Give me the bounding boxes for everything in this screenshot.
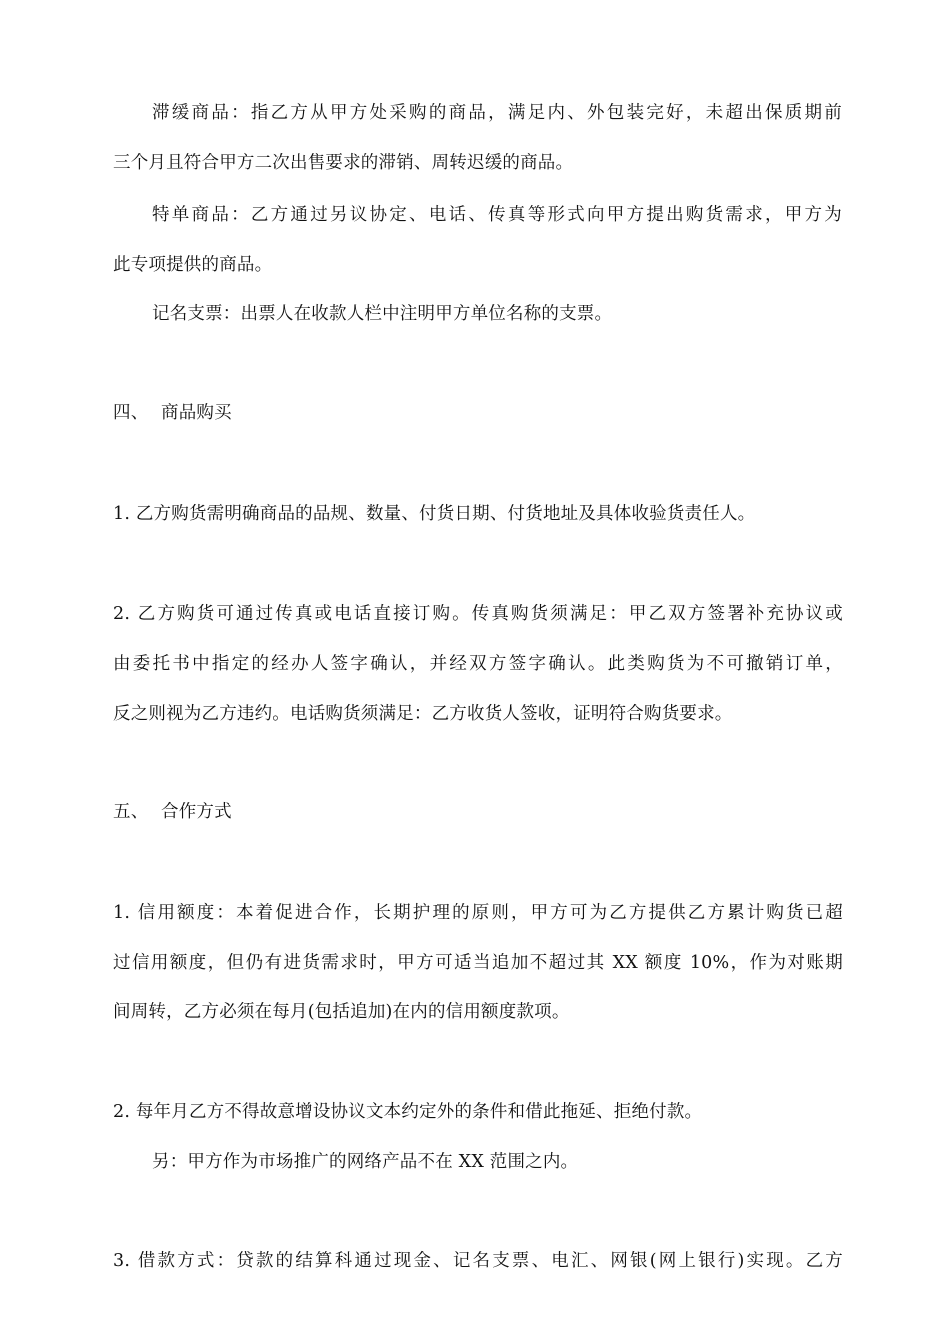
section-title: 合作方式 bbox=[161, 802, 232, 822]
section-title: 商品购买 bbox=[161, 403, 232, 423]
list-item-line: 2. 每年月乙方不得故意增设协议文本约定外的条件和借此拖延、拒绝付款。 bbox=[113, 1102, 703, 1122]
list-item-line: 3. 借款方式：贷款的结算科通过现金、记名支票、电汇、网银(网上银行)实现。乙方 bbox=[113, 1251, 843, 1271]
list-item-line: 过信用额度，但仍有进货需求时，甲方可适当追加不超过其 XX 额度 10%，作为对账期 bbox=[113, 953, 843, 973]
list-item-line: 由委托书中指定的经办人签字确认，并经双方签字确认。此类购货为不可撤销订单， bbox=[113, 654, 843, 674]
paragraph-line: 记名支票：出票人在收款人栏中注明甲方单位名称的支票。 bbox=[152, 304, 613, 324]
list-item-line: 2. 乙方购货可通过传真或电话直接订购。传真购货须满足：甲乙双方签署补充协议或 bbox=[113, 604, 843, 624]
paragraph-line: 此专项提供的商品。 bbox=[113, 255, 273, 275]
list-item-line: 1. 乙方购货需明确商品的品规、数量、付货日期、付货地址及具体收验货责任人。 bbox=[113, 504, 756, 524]
note-line: 另：甲方作为市场推广的网络产品不在 XX 范围之内。 bbox=[152, 1152, 579, 1172]
section-heading bbox=[113, 800, 843, 824]
list-item-line: 间周转，乙方必须在每月(包括追加)在内的信用额度款项。 bbox=[113, 1002, 570, 1022]
section-number: 四、 bbox=[113, 403, 149, 423]
section-number: 五、 bbox=[113, 802, 149, 822]
paragraph-line: 滞缓商品：指乙方从甲方处采购的商品，满足内、外包装完好，未超出保质期前 bbox=[152, 103, 842, 123]
section-heading bbox=[113, 401, 843, 425]
paragraph-line: 特单商品：乙方通过另议协定、电话、传真等形式向甲方提出购货需求，甲方为 bbox=[152, 205, 842, 225]
paragraph-line: 三个月且符合甲方二次出售要求的滞销、周转迟缓的商品。 bbox=[113, 153, 574, 173]
list-item-line: 反之则视为乙方违约。电话购货须满足：乙方收货人签收，证明符合购货要求。 bbox=[113, 704, 733, 724]
list-item-line: 1. 信用额度：本着促进合作，长期护理的原则，甲方可为乙方提供乙方累计购货已超 bbox=[113, 903, 843, 923]
